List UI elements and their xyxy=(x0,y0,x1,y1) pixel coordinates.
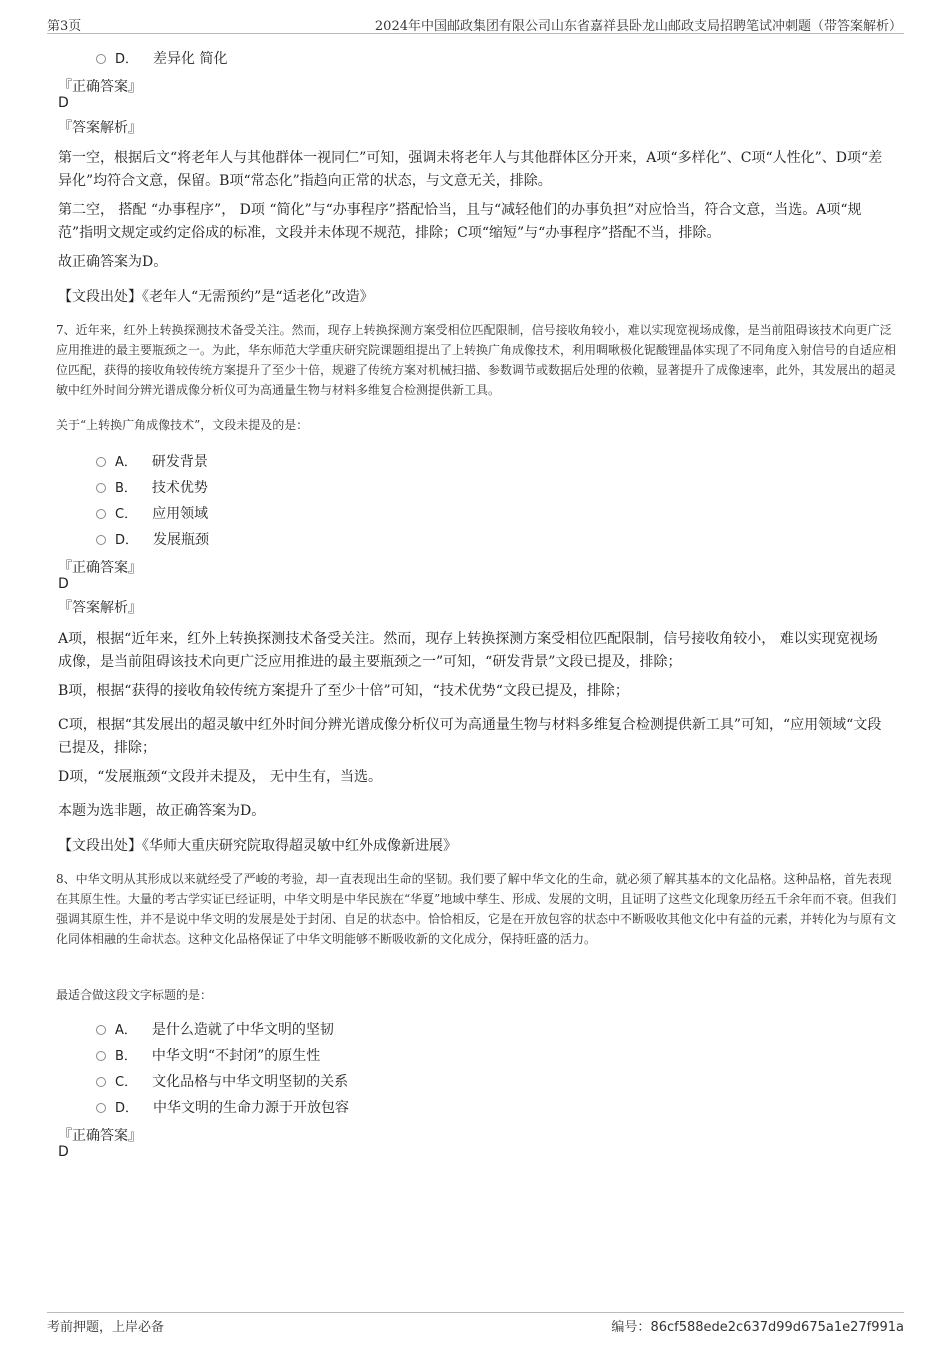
q7-option-a[interactable]: A． 研发背景 xyxy=(96,451,208,471)
q7-answer: D xyxy=(58,576,69,592)
page-footer xyxy=(47,1312,904,1341)
q7-answer-label: 『正确答案』 xyxy=(58,560,142,576)
q6-option-d[interactable]: D． 差异化 简化 xyxy=(96,48,227,68)
q8-answer-label: 『正确答案』 xyxy=(58,1128,142,1144)
q8-option-d[interactable]: D． 中华文明的生命力源于开放包容 xyxy=(96,1097,349,1117)
q7-prompt: 关于“上转换广角成像技术”，文段未提及的是： xyxy=(56,418,309,432)
q6-answer-label: 『正确答案』 xyxy=(58,79,142,95)
radio-icon[interactable] xyxy=(96,457,106,467)
q7-analysis-conclusion: 本题为选非题，故正确答案为D。 xyxy=(58,803,266,819)
q8-option-b[interactable]: B． 中华文明“不封闭”的原生性 xyxy=(96,1045,320,1065)
q6-analysis-para-2: 第二空， 搭配 “办事程序”， D项 “简化”与“办事程序”搭配恰当，且与“减轻他们的办事负担”对应恰当，符合文意，当选。A项“规范”指明文规定或约定俗成的标准，文段并未体现不规范，排除；C项“缩短”与“办事程序”搭配不当，排除。 xyxy=(58,202,862,241)
radio-icon[interactable] xyxy=(96,483,106,493)
q7-stem: 7、近年来，红外上转换探测技术备受关注。然而，现存上转换探测方案受相位匹配限制，信号接收角较小，难以实现宽视场成像，是当前阻碍该技术向更广泛应用推进的最主要瓶颈之一。为此，华东师范大学重庆研究院课题组提出了上转换广角成像技术，利用啁啾极化铌酸锂晶体实现了不同角度入射信号的自适应相位匹配，获得的接收角较传统方案提升了至少十倍，规避了传统方案对机械扫描、参数调节或数据后处理的依赖，显著提升了成像速率，此外，其发展出的超灵敏中红外时间分辨光谱成像分析仪可为高通量生物与材料多维复合检测提供新工具。 xyxy=(56,323,897,397)
radio-icon[interactable] xyxy=(96,1051,106,1061)
q7-analysis-a: A项，根据“近年来，红外上转换探测技术备受关注。然而，现存上转换探测方案受相位匹配限制，信号接收角较小， 难以实现宽视场成像，是当前阻碍该技术向更广泛应用推进的最主要瓶颈之一”可知，“研发背景”文段已提及，排除； xyxy=(58,631,878,670)
document-code: 编号：86cf588ede2c637d99d675a1e27f991a xyxy=(611,1320,904,1335)
page-header xyxy=(47,13,904,34)
q8-stem: 8、中华文明从其形成以来就经受了严峻的考验，却一直表现出生命的坚韧。我们要了解中华文化的生命，就必须了解其基本的文化品格。这种品格，首先表现在其原生性。大量的考古学实证已经证明，中华文明是中华民族在“华夏”地域中孳生、形成、发展的文明，且证明了这些文化现象历经五千余年而不衰。但我们强调其原生性，并不是说中华文明的发展是处于封闭、自足的状态中。恰恰相反，它是在开放包容的状态中不断吸收其他文化中有益的元素，并转化为与原有文化同体相融的生命状态。这种文化品格保证了中华文明能够不断吸收新的文化成分，保持旺盛的活力。 xyxy=(56,872,897,946)
q6-analysis-label: 『答案解析』 xyxy=(58,120,142,136)
radio-icon[interactable] xyxy=(96,509,106,519)
document-code-value: 86cf588ede2c637d99d675a1e27f991a xyxy=(650,1320,904,1335)
radio-icon[interactable] xyxy=(96,1077,106,1087)
radio-icon[interactable] xyxy=(96,54,106,64)
q8-option-c[interactable]: C． 文化品格与中华文明坚韧的关系 xyxy=(96,1071,348,1091)
q7-option-d[interactable]: D． 发展瓶颈 xyxy=(96,529,209,549)
q8-prompt: 最适合做这段文字标题的是： xyxy=(56,988,213,1002)
q7-source: 【文段出处】《华师大重庆研究院取得超灵敏中红外成像新进展》 xyxy=(58,838,457,854)
q8-answer: D xyxy=(58,1144,69,1160)
q6-answer: D xyxy=(58,95,69,111)
q7-analysis-d: D项，“发展瓶颈“文段并未提及， 无中生有，当选。 xyxy=(58,769,382,785)
q7-analysis-label: 『答案解析』 xyxy=(58,600,142,616)
radio-icon[interactable] xyxy=(96,535,106,545)
q6-source: 【文段出处】《老年人“无需预约”是“适老化”改造》 xyxy=(58,289,374,305)
q7-analysis-b: B项，根据“获得的接收角较传统方案提升了至少十倍”可知，“技术优势“文段已提及，排除； xyxy=(58,683,629,699)
radio-icon[interactable] xyxy=(96,1025,106,1035)
q6-analysis-conclusion: 故正确答案为D。 xyxy=(58,254,168,270)
q7-option-c[interactable]: C． 应用领域 xyxy=(96,503,208,523)
q6-analysis-para-1: 第一空，根据后文“将老年人与其他群体一视同仁”可知，强调未将老年人与其他群体区分开来，A项“多样化”、C项“人性化”、D项“差异化”均符合文意，保留。B项“常态化”指趋向正常的状态，与文意无关，排除。 xyxy=(58,150,883,189)
page-number: 第3页 xyxy=(47,19,82,34)
radio-icon[interactable] xyxy=(96,1103,106,1113)
q8-option-a[interactable]: A． 是什么造就了中华文明的坚韧 xyxy=(96,1019,334,1039)
q7-option-b[interactable]: B． 技术优势 xyxy=(96,477,208,497)
footer-slogan: 考前押题，上岸必备 xyxy=(47,1320,165,1335)
q7-analysis-c: C项，根据“其发展出的超灵敏中红外时间分辨光谱成像分析仪可为高通量生物与材料多维复合检测提供新工具”可知，“应用领域“文段已提及，排除； xyxy=(58,717,882,756)
document-title: 2024年中国邮政集团有限公司山东省嘉祥县卧龙山邮政支局招聘笔试冲刺题（带答案解析） xyxy=(374,19,902,34)
